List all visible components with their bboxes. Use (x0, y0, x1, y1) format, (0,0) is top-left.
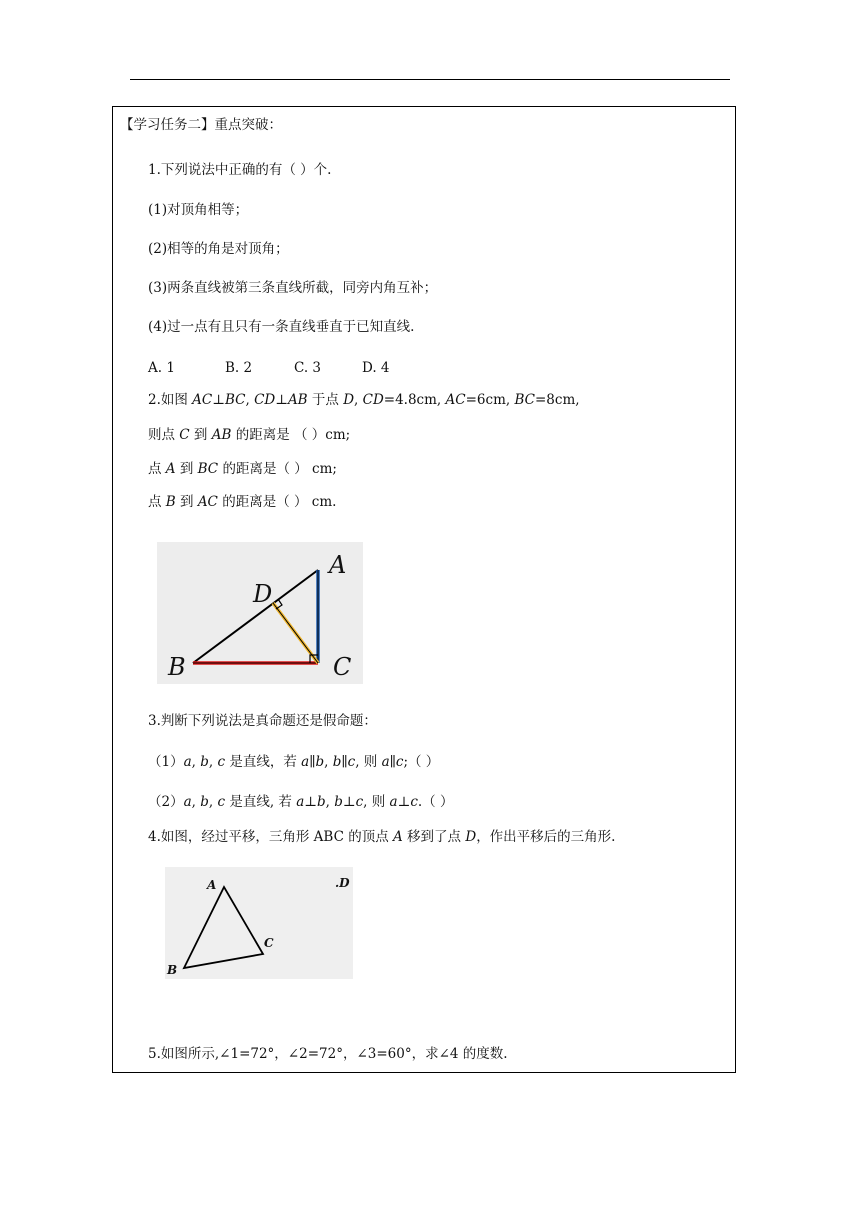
q3-p2-7: a (296, 794, 305, 810)
header-rule (130, 79, 730, 80)
q2-l1-15: BC (514, 392, 535, 408)
q2-l2-3: AB (211, 427, 232, 443)
section-title: 【学习任务二】重点突破： (120, 117, 282, 133)
q3-p1-5: c (217, 754, 226, 770)
q3-p1-1: a (183, 754, 192, 770)
label-c: C (264, 936, 274, 950)
q4-stem-3: D (465, 829, 477, 845)
q3-p1-18: ;（ ） (403, 754, 440, 770)
q4-translation-figure (165, 867, 353, 979)
q2-l3-3: BC (197, 461, 219, 477)
label-c: C (333, 653, 352, 681)
label-a: A (207, 878, 217, 892)
q2-l1-6: ⊥ (275, 392, 288, 408)
q2-l3-2: 到 (175, 461, 198, 477)
q5-stem: 5.如图所示,∠1=72°，∠2=72°，∠3=60°，求∠4 的度数. (148, 1046, 508, 1062)
q2-l4-1: B (165, 494, 176, 510)
q2-line-3 (148, 461, 337, 477)
q2-l1-13: AC (445, 392, 466, 408)
q3-proposition-2 (148, 794, 453, 810)
q3-p2-5: c (217, 794, 226, 810)
q2-l2-4: 的距离是 （ ）cm; (231, 427, 351, 443)
label-a: A (329, 551, 347, 579)
q3-p1-2: , (191, 754, 201, 770)
q1-statement-1: (1)对顶角相等； (148, 202, 249, 218)
q3-p2-17: c (410, 794, 418, 810)
q3-p2-9: b (317, 794, 326, 810)
q4-figure-bg (165, 867, 353, 979)
q3-p2-18: .（ ） (417, 794, 454, 810)
q3-p2-6: 是直线, 若 (225, 794, 297, 810)
q1-option-d: D. 4 (362, 360, 390, 376)
q4-stem-2: 移到了点 (402, 829, 466, 845)
q3-p2-4: , (208, 794, 218, 810)
q4-stem (148, 829, 615, 845)
q3-p2-12: ⊥ (342, 794, 356, 810)
q4-stem-1: A (393, 829, 403, 845)
q1-option-b: B. 2 (225, 360, 253, 376)
q2-l3-1: A (165, 461, 176, 477)
q3-proposition-1 (148, 754, 439, 770)
q2-l1-14: =6cm, (465, 392, 515, 408)
q1-stem: 1.下列说法中正确的有（ ）个. (148, 162, 332, 178)
q2-l4-0: 点 (148, 494, 166, 510)
q1-option-a: A. 1 (148, 360, 175, 376)
point-d-label: .D (335, 876, 350, 890)
q3-p2-14: , 则 (363, 794, 390, 810)
q3-p1-16: ∥ (389, 754, 396, 770)
q2-l1-3: BC (224, 392, 246, 408)
q2-triangle-figure (157, 542, 363, 684)
q2-l2-0: 则点 (148, 427, 180, 443)
q3-stem: 3.判断下列说法是真命题还是假命题： (148, 713, 377, 729)
q2-line-2 (148, 427, 350, 443)
q1-statement-4: (4)过一点有且只有一条直线垂直于已知直线. (148, 319, 415, 335)
q2-l1-10: , (354, 392, 363, 408)
q3-p1-15: a (381, 754, 390, 770)
q2-l1-0: 2.如图 (148, 392, 193, 408)
q3-p1-7: a (301, 754, 310, 770)
label-d: D (253, 580, 273, 608)
q3-p1-3: b (200, 754, 209, 770)
q2-l1-16: =8cm, (534, 392, 580, 408)
q2-l1-12: =4.8cm, (383, 392, 446, 408)
q3-p2-8: ⊥ (304, 794, 317, 810)
q3-p2-1: a (183, 794, 192, 810)
label-b: B (168, 653, 186, 681)
q2-line-4 (148, 494, 336, 510)
q4-stem-4: ，作出平移后的三角形. (476, 829, 616, 845)
q2-l1-9: D (343, 392, 355, 408)
q3-p1-12: ∥ (341, 754, 348, 770)
q2-l1-5: CD (254, 392, 276, 408)
q1-statement-2: (2)相等的角是对顶角； (148, 241, 289, 257)
q2-l1-11: CD (362, 392, 384, 408)
q2-l1-4: , (245, 392, 255, 408)
q3-p2-3: b (200, 794, 209, 810)
q3-p2-16: ⊥ (397, 794, 411, 810)
q3-p2-0: （2） (148, 794, 184, 810)
q3-p1-8: ∥ (309, 754, 316, 770)
q2-l1-1: AC (192, 392, 213, 408)
q1-option-c: C. 3 (294, 360, 322, 376)
q2-l4-4: 的距离是（ ） cm. (217, 494, 337, 510)
q3-p2-13: c (355, 794, 364, 810)
q2-l2-1: C (179, 427, 190, 443)
q3-p2-11: b (334, 794, 343, 810)
q3-p1-9: b (315, 754, 325, 770)
q2-l3-0: 点 (148, 461, 166, 477)
q2-l1-2: ⊥ (212, 392, 225, 408)
q4-stem-0: 4.如图，经过平移，三角形 ABC 的顶点 (148, 829, 394, 845)
q3-p1-11: b (332, 754, 342, 770)
q3-p2-2: , (191, 794, 201, 810)
q2-l2-2: 到 (189, 427, 212, 443)
q2-l1-8: 于点 (307, 392, 344, 408)
q3-p1-17: c (395, 754, 404, 770)
q3-p1-10: , (324, 754, 333, 770)
q3-p1-0: （1） (148, 754, 184, 770)
q2-line-1 (148, 392, 580, 408)
q3-p1-13: c (347, 754, 356, 770)
q2-l1-7: AB (287, 392, 308, 408)
q3-p1-4: , (208, 754, 218, 770)
q2-l4-3: AC (197, 494, 218, 510)
q3-p1-6: 是直线，若 (225, 754, 302, 770)
q2-l4-2: 到 (175, 494, 198, 510)
q1-statement-3: (3)两条直线被第三条直线所截，同旁内角互补； (148, 280, 438, 296)
q2-l3-4: 的距离是（ ） cm; (218, 461, 337, 477)
label-b: B (167, 963, 178, 977)
q3-p2-10: , (325, 794, 335, 810)
q3-p2-15: a (389, 794, 398, 810)
q3-p1-14: , 则 (355, 754, 382, 770)
